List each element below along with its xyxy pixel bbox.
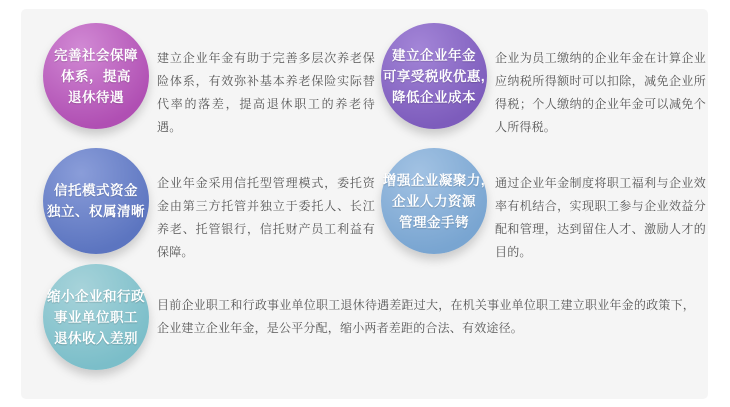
badge-text-line: 事业单位职工: [54, 309, 138, 325]
benefit-badge-tax-preference: [381, 23, 487, 129]
benefit-description: 企业年金采用信托型管理模式，委托资金由第三方托管并独立于委托人、长江养老、托管银行，信托财产员工利益有保障。: [157, 176, 375, 259]
badge-text-line: 退休收入差别: [54, 330, 138, 346]
badge-text-line: 完善社会保障: [54, 47, 138, 63]
benefit-item-trust-model: [43, 148, 375, 264]
badge-text-line: 管理金手铐: [399, 214, 469, 230]
badge-text-line: 退休待遇: [68, 89, 124, 105]
badge-text-line: 企业人力资源: [392, 193, 476, 209]
benefit-item-tax-preference: [381, 23, 706, 139]
benefit-badge-social-security: [43, 23, 149, 129]
benefit-description: 目前企业职工和行政事业单位职工退休待遇差距过大，在机关事业单位职工建立职业年金的政策下，企业建立企业年金，是公平分配，缩小两者差距的合法、有效途径。: [157, 298, 695, 335]
benefit-description: 建立企业年金有助于完善多层次养老保险体系，有效弥补基本养老保险实际替代率的落差，提高退休职工的养老待遇。: [157, 51, 375, 134]
benefit-item-income-gap: [43, 264, 695, 370]
badge-text-line: 降低企业成本: [392, 89, 476, 105]
benefit-badge-income-gap: [43, 264, 149, 370]
badge-text-line: 信托模式资金: [54, 183, 138, 198]
benefit-badge-trust-model: [43, 148, 149, 254]
badge-text-line: 建立企业年金: [392, 47, 476, 63]
benefit-description: 通过企业年金制度将职工福利与企业效率有机结合，实现职工参与企业效益分配和管理，达到留住人才、激励人才的目的。: [495, 176, 706, 259]
benefit-description: 企业为员工缴纳的企业年金在计算企业应纳税所得额时可以扣除，减免企业所得税；个人缴纳的企业年金可以减免个人所得税。: [495, 51, 706, 134]
badge-text-line: 缩小企业和行政: [47, 288, 145, 304]
badge-text-line: 体系，提高: [61, 68, 131, 84]
badge-text-line: 增强企业凝聚力,: [382, 172, 486, 188]
benefits-panel: [21, 9, 708, 399]
badge-text-line: 独立、权属清晰: [47, 204, 145, 219]
benefit-item-cohesion: [381, 148, 706, 264]
badge-text-line: 可享受税收优惠,: [382, 68, 486, 84]
benefit-badge-cohesion: [381, 148, 487, 254]
benefit-item-social-security: [43, 23, 375, 139]
